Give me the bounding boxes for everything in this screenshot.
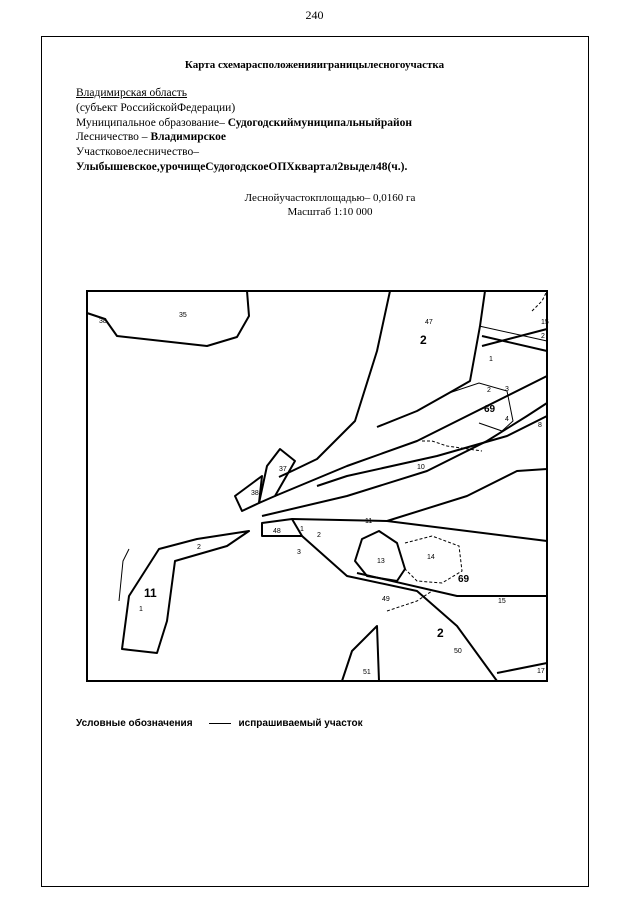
parcel-outline-47-left (279, 291, 390, 477)
legend (76, 718, 363, 729)
map-label: 2 (487, 387, 491, 394)
map-label: 11 (365, 518, 373, 525)
map-label: 35 (179, 312, 187, 319)
map-label: 47 (425, 319, 433, 326)
map-label: 2 (541, 333, 545, 340)
dashed-boundary-4 (532, 291, 547, 311)
district-value: Улыбышевское,урочищеСудогодскоеОПХквартал2выдел48(ч.). (76, 160, 408, 173)
map-label: 38 (99, 318, 107, 325)
legend-item: испрашиваемый участок (238, 718, 363, 729)
map-label: 69 (484, 404, 496, 415)
page-number: 240 (305, 8, 324, 22)
dashed-boundary-3 (387, 591, 432, 611)
map-label: 2 (437, 626, 444, 640)
forestry-prefix: Лесничество – (76, 131, 151, 144)
forest-map (87, 291, 547, 681)
parcel-outline-47-right (377, 291, 485, 427)
map-label: 14 (427, 554, 435, 561)
map-label: 37 (279, 466, 287, 473)
map-label: 50 (454, 648, 462, 655)
municipal-value: Судогодскиймуниципальныйрайон (227, 116, 413, 129)
map-label: 10 (417, 464, 425, 471)
inner-line-1 (449, 383, 513, 431)
scale-text: Масштаб 1:10 000 (287, 206, 373, 218)
map-label: 8 (538, 422, 542, 429)
forestry-value: Владимирское (150, 131, 227, 144)
site-info (76, 86, 412, 175)
parcel-outline-35 (87, 291, 249, 346)
parcel-outline-main-south (292, 519, 547, 681)
parcel-outline-48 (262, 519, 302, 536)
map-label: 15 (498, 598, 506, 605)
district-prefix: Участковоелесничество– (76, 146, 199, 159)
municipal-line (76, 116, 412, 131)
map-label: 1 (300, 526, 304, 533)
region-name: Владимирская область (76, 87, 188, 99)
forestry-line (76, 130, 412, 145)
map-label: 1 (489, 356, 493, 363)
map-label: 11 (144, 586, 157, 600)
inner-line-2 (119, 549, 129, 601)
parcel-outline-right-band (482, 329, 547, 351)
map-label: 2 (317, 532, 321, 539)
map-label: 38 (251, 490, 259, 497)
map-label: 13 (377, 558, 385, 565)
map-label: 17 (537, 668, 545, 675)
legend-label: Условные обозначения (76, 718, 193, 729)
subject-note: (субъект РоссийскойФедерации) (76, 101, 236, 114)
map-label: 2 (197, 544, 201, 551)
area-block (200, 191, 460, 219)
map-label: 51 (363, 669, 371, 676)
municipal-prefix: Муниципальное образование– (76, 116, 228, 129)
map-label: 4 (505, 416, 509, 423)
map-label: 48 (273, 528, 281, 535)
map-label: 49 (382, 596, 390, 603)
map-label: 2 (420, 333, 427, 347)
map-label: 3 (505, 386, 509, 393)
legend-line-icon (209, 723, 231, 724)
map-label: 3 (297, 549, 301, 556)
map-label: 1 (139, 606, 143, 613)
map-label: 15 (541, 319, 549, 326)
parcel-outline-11-big (122, 531, 249, 653)
area-text: Лесной​участок​площадью– 0,0160 га (244, 192, 416, 204)
parcel-outline-51 (342, 626, 379, 681)
map-label: 69 (458, 574, 470, 585)
map-title: Карта схемарасположенияиграницылесногоучастка (184, 59, 445, 71)
